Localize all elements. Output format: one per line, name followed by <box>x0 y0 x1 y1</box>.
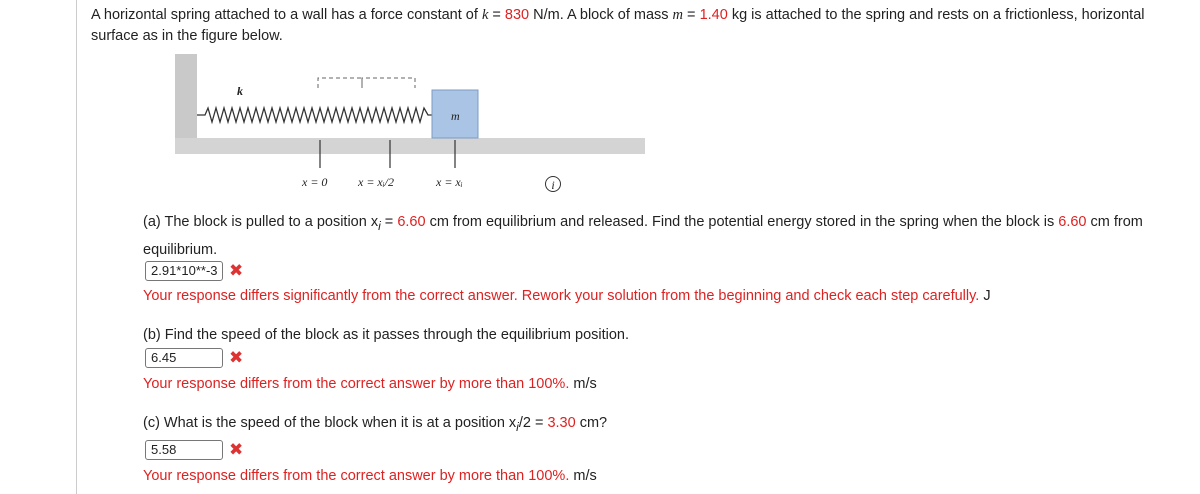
part-a-answer-field[interactable]: 2.91*10**-3 <box>145 261 223 281</box>
floor <box>175 138 645 154</box>
part-c-answer-field[interactable]: 5.58 <box>145 440 223 460</box>
part-b-answer-field[interactable]: 6.45 <box>145 348 223 368</box>
dashed-bracket-1 <box>318 78 362 88</box>
part-b-feedback: Your response differs from the correct answer by more than 100%. m/s <box>143 376 597 392</box>
problem-statement: A horizontal spring attached to a wall has a force constant of k = 830 N/m. A block of mass m = 1.40 kg is attached to the spring and rests on a frictionless, horizontal surface as in the figure below. <box>91 7 1145 44</box>
part-c-feedback: Your response differs from the correct answer by more than 100%. m/s <box>143 468 597 484</box>
part-c-question: (c) What is the speed of the block when it is at a position $x_i/2 = 3.30$ cm? <box>143 415 608 434</box>
spring <box>197 108 432 122</box>
block-label: m <box>451 109 460 123</box>
pos-label-x0: x = 0 <box>302 175 328 189</box>
x-mark-icon: ✖ <box>229 261 244 280</box>
info-icon[interactable]: i <box>545 176 561 192</box>
x-mark-icon: ✖ <box>229 348 244 367</box>
spring-label: k <box>237 84 243 98</box>
x-mark-icon: ✖ <box>229 440 244 459</box>
wall <box>175 54 197 152</box>
pos-label-xi: x = xᵢ <box>436 175 463 189</box>
pos-label-xi-half: x = xᵢ/2 <box>358 175 394 189</box>
part-b-question: (b) Find the speed of the block as it passes through the equilibrium position. <box>143 327 630 343</box>
part-a-feedback: Your response differs significantly from the correct answer. Rework your solution from the beginning and check each step carefully. J <box>143 288 991 304</box>
part-a-question: (a) The block is pulled to a position $x_i = 6.60$ cm from equilibrium and released. Find the potential energy stored in the spring when the block is 6.60 cm from equilibrium. <box>143 214 1143 258</box>
spring-block-figure <box>170 52 650 202</box>
dashed-bracket-2 <box>362 78 415 88</box>
